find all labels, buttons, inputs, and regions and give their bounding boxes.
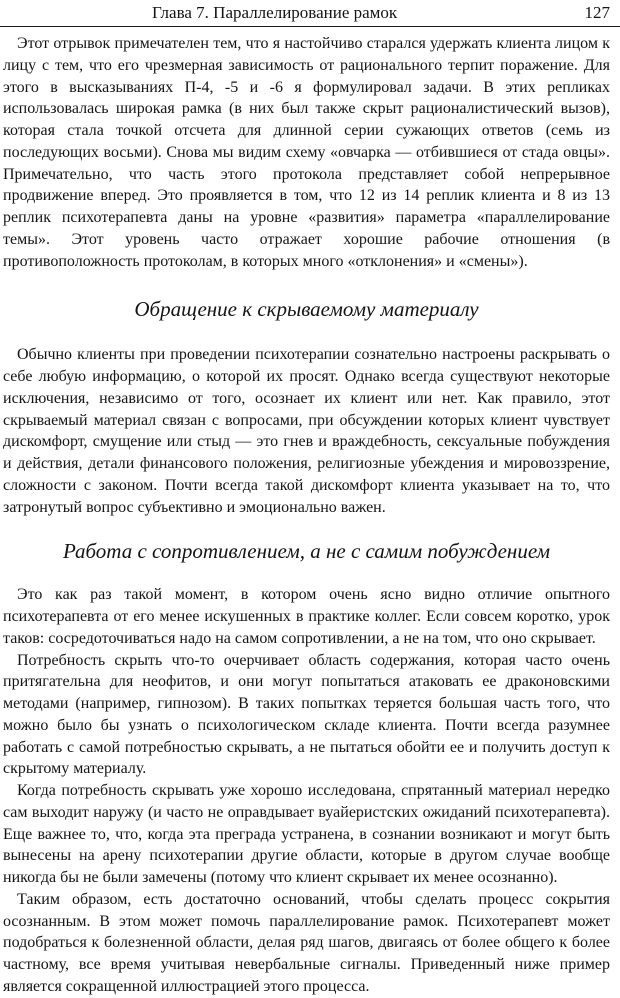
section-heading: Обращение к скрываемому материалу <box>134 297 479 322</box>
page-body <box>3 33 610 998</box>
paragraph: Потребность скрыть что-то очерчивает область содержания, которая часто очень притягательна для неофитов, и они могут попытаться атаковать ее драконовскими методами (например, гипнозом). В таких попытках теряется большая часть того, что можно было бы узнать о психологическом складе клиента. Почти всегда разумнее работать с самой потребностью скрывать, а не пытаться обойти ее и получить доступ к скрытому материалу. <box>3 651 610 778</box>
paragraph: Этот отрывок примечателен тем, что я настойчиво старался удержать клиента лицом к лицу с тем, что его чрезмерная зависимость от рационального терпит поражение. Для этого в высказываниях П-4, -5 и -6 я формулировал задачи. В этих репликах использовалась широкая рамка (в них был также скрыт рационалистический вызов), которая стала точкой отсчета для длинной серии сужающих ответов (семь из последующих восьми). Снова мы видим схему «овчарка — отбившиеся от стада овцы». Примечательно, что часть этого протокола представляет собой непрерывное продвижение вперед. Это проявляется в том, что 12 из 14 реплик клиента и 8 из 13 реплик психотерапевта даны на уровне «развития» параметра «параллелирование темы». Этот уровень часто отражает хорошие рабочие отношения (в противоположность протоколам, в которых много «отклонения» и «смены»). <box>3 35 610 270</box>
paragraph: Это как раз такой момент, в котором очень ясно видно отличие опытного психотерапевта от его менее искушенных в практике коллег. Если совсем коротко, урок таков: сосредоточиваться надо на самом сопротивлении, а не на том, что оно скрывает. <box>3 586 610 647</box>
paragraph: Таким образом, есть достаточно оснований, чтобы сделать процесс сокрытия осознанным. В этом может помочь параллелирование рамок. Психотерапевт может подобраться к болезненной области, делая ряд шагов, двигаясь от более общего к более частному, все время учитывая невербальные сигналы. Приведенный ниже пример является сокращенной иллюстрацией этого процесса. <box>3 890 610 995</box>
running-header <box>0 2 620 27</box>
page-number: 127 <box>584 3 610 22</box>
paragraph: Когда потребность скрывать уже хорошо исследована, спрятанный материал нередко сам выходит наружу (и часто не оправдывает вуайеристских ожиданий психотерапевта). Еще важнее то, что, когда эта преграда устранена, в сознании возникают и могут быть вынесены на арену психотерапии другие области, которые в другом случае вообще никогда бы не были замечены (потому что клиент скрывает их менее осознанно). <box>3 782 610 886</box>
paragraph: Обычно клиенты при проведении психотерапии сознательно настроены раскрывать о себе любую информацию, о которой их просят. Однако всегда существуют некоторые исключения, независимо от того, осознает их клиент или нет. Как правило, этот скрываемый материал связан с вопросами, при обсуждении которых клиент чувствует дискомфорт, смущение или стыд — это гнев и враждебность, сексуальные побуждения и действия, детали финансового положения, религиозные убеждения и мировоззрение, сложности с законом. Почти всегда такой дискомфорт клиента указывает на то, что затронутый вопрос субъективно и эмоционально важен. <box>3 346 610 516</box>
section-heading: Работа с сопротивлением, а не с самим побуждением <box>62 539 551 564</box>
chapter-title: Глава 7. Параллелирование рамок <box>152 3 398 22</box>
